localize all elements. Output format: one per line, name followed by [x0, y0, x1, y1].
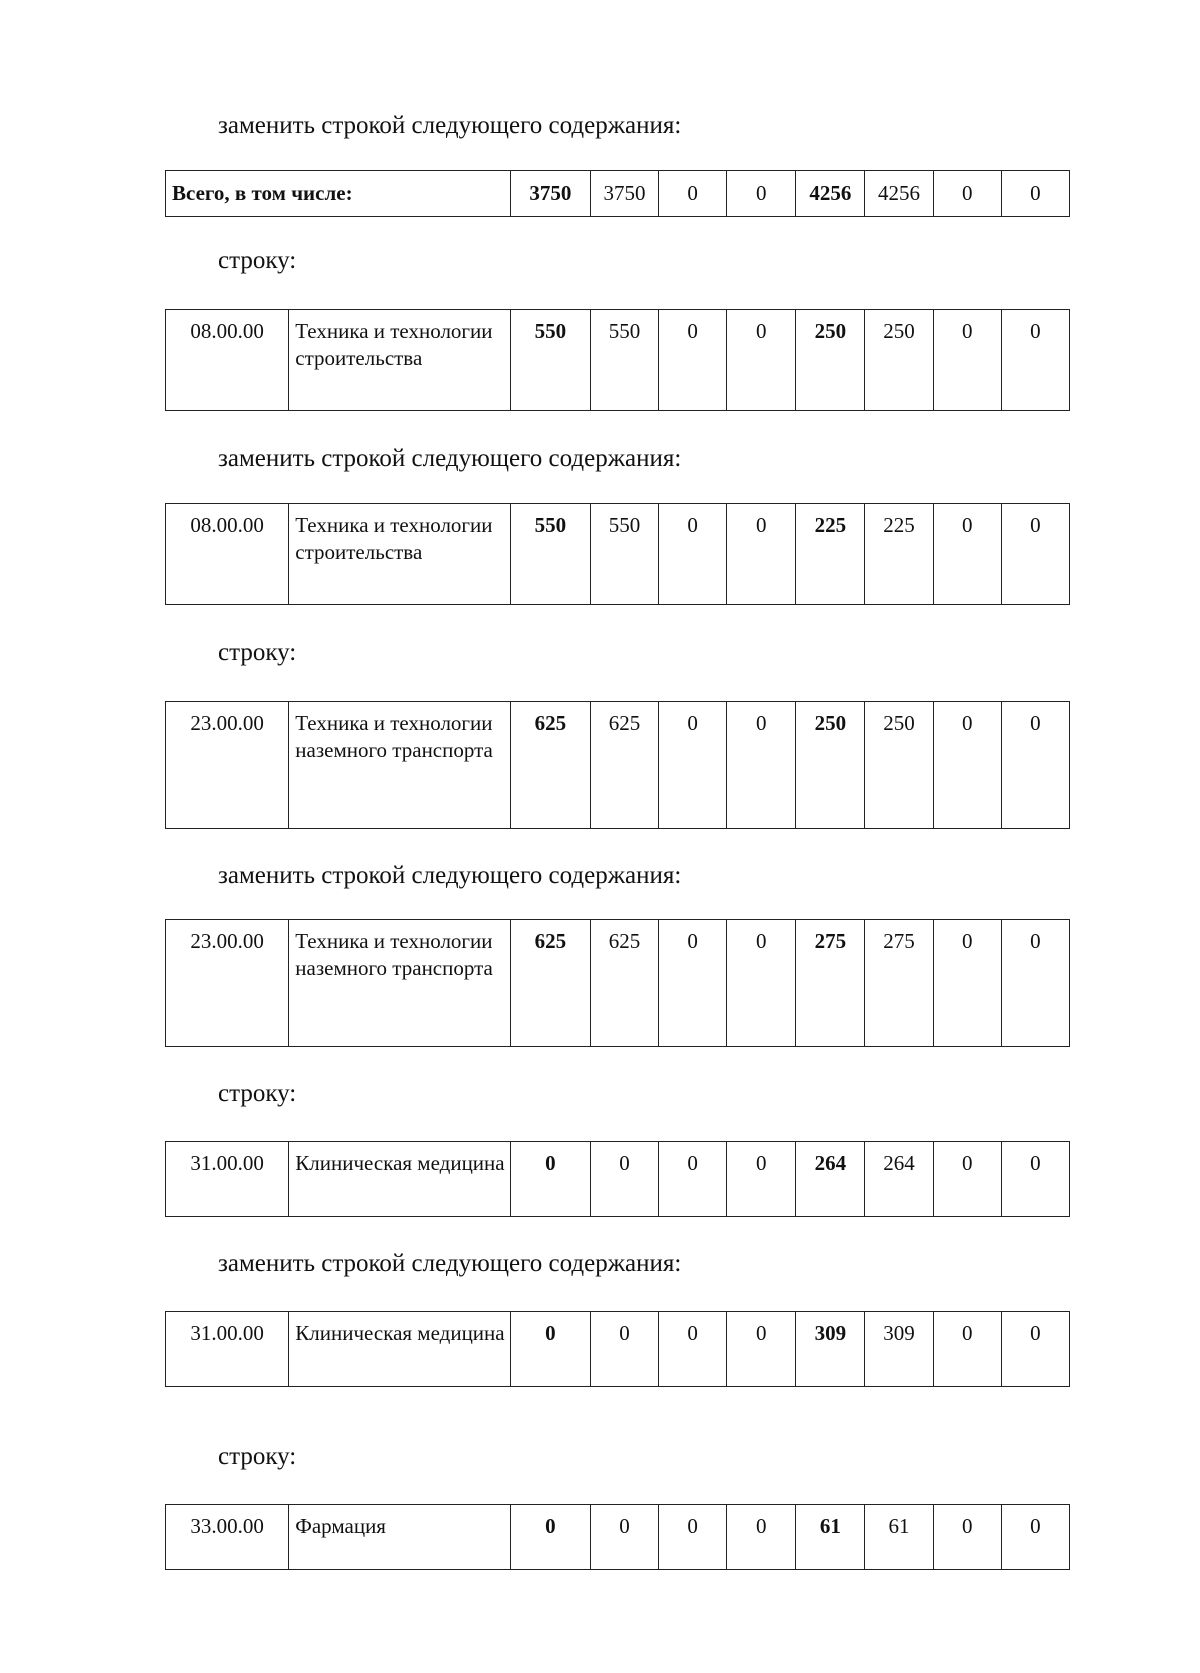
value-cell: 625 — [510, 920, 590, 1047]
value-cell: 0 — [1001, 171, 1069, 217]
value-cell: 0 — [727, 702, 796, 829]
value-cell: 61 — [796, 1505, 865, 1570]
value-cell: 225 — [796, 504, 865, 605]
value-cell: 0 — [659, 1505, 727, 1570]
value-cell: 625 — [590, 920, 658, 1047]
value-cell: 0 — [659, 702, 727, 829]
value-cell: 0 — [659, 1312, 727, 1387]
value-cell: 0 — [933, 1312, 1001, 1387]
value-cell: 0 — [933, 1142, 1001, 1217]
value-cell: 0 — [727, 171, 796, 217]
table-row — [165, 1311, 1070, 1387]
value-cell: 550 — [510, 310, 590, 411]
table-row — [165, 1141, 1070, 1217]
instruction-text: заменить строкой следующего содержания: — [218, 112, 682, 139]
value-cell: 0 — [1001, 1505, 1069, 1570]
value-cell: 0 — [727, 1142, 796, 1217]
value-cell: 0 — [510, 1312, 590, 1387]
instruction-text: заменить строкой следующего содержания: — [218, 862, 682, 889]
value-cell: 0 — [659, 920, 727, 1047]
value-cell: 0 — [1001, 920, 1069, 1047]
value-cell: 550 — [590, 310, 658, 411]
value-cell: 225 — [865, 504, 933, 605]
instruction-text: строку: — [218, 247, 297, 274]
code-cell: 31.00.00 — [166, 1312, 289, 1387]
value-cell: 0 — [590, 1142, 658, 1217]
value-cell: 264 — [796, 1142, 865, 1217]
table-row — [165, 701, 1070, 829]
value-cell: 0 — [727, 920, 796, 1047]
value-cell: 4256 — [865, 171, 933, 217]
name-cell: Клиническая медицина — [289, 1142, 510, 1217]
value-cell: 61 — [865, 1505, 933, 1570]
value-cell: 625 — [590, 702, 658, 829]
value-cell: 0 — [1001, 504, 1069, 605]
instruction-text: заменить строкой следующего содержания: — [218, 1250, 682, 1277]
value-cell: 0 — [727, 1312, 796, 1387]
total-label: Всего, в том числе: — [166, 171, 511, 217]
value-cell: 250 — [796, 310, 865, 411]
value-cell: 250 — [796, 702, 865, 829]
name-cell: Клиническая медицина — [289, 1312, 510, 1387]
value-cell: 625 — [510, 702, 590, 829]
value-cell: 0 — [727, 310, 796, 411]
value-cell: 0 — [659, 504, 727, 605]
value-cell: 0 — [659, 1142, 727, 1217]
value-cell: 309 — [796, 1312, 865, 1387]
value-cell: 550 — [510, 504, 590, 605]
value-cell: 4256 — [796, 171, 865, 217]
value-cell: 0 — [933, 310, 1001, 411]
value-cell: 3750 — [510, 171, 590, 217]
instruction-text: строку: — [218, 639, 297, 666]
value-cell: 0 — [933, 504, 1001, 605]
code-cell: 08.00.00 — [166, 504, 289, 605]
code-cell: 31.00.00 — [166, 1142, 289, 1217]
value-cell: 309 — [865, 1312, 933, 1387]
value-cell: 3750 — [590, 171, 658, 217]
value-cell: 275 — [796, 920, 865, 1047]
value-cell: 250 — [865, 310, 933, 411]
value-cell: 0 — [1001, 310, 1069, 411]
table-row — [165, 919, 1070, 1047]
value-cell: 0 — [933, 171, 1001, 217]
code-cell: 33.00.00 — [166, 1505, 289, 1570]
name-cell: Техника и технологии строительства — [289, 504, 510, 605]
code-cell: 08.00.00 — [166, 310, 289, 411]
table-row-total — [165, 170, 1070, 217]
value-cell: 550 — [590, 504, 658, 605]
value-cell: 0 — [510, 1505, 590, 1570]
value-cell: 0 — [933, 702, 1001, 829]
instruction-text: строку: — [218, 1080, 297, 1107]
value-cell: 0 — [1001, 1312, 1069, 1387]
name-cell: Техника и технологии наземного транспорта — [289, 702, 510, 829]
value-cell: 0 — [510, 1142, 590, 1217]
name-cell: Техника и технологии наземного транспорта — [289, 920, 510, 1047]
value-cell: 250 — [865, 702, 933, 829]
name-cell: Фармация — [289, 1505, 510, 1570]
value-cell: 275 — [865, 920, 933, 1047]
name-cell: Техника и технологии строительства — [289, 310, 510, 411]
table-row — [165, 309, 1070, 411]
instruction-text: заменить строкой следующего содержания: — [218, 445, 682, 472]
value-cell: 0 — [590, 1505, 658, 1570]
table-row — [165, 1504, 1070, 1570]
value-cell: 0 — [1001, 702, 1069, 829]
value-cell: 0 — [590, 1312, 658, 1387]
value-cell: 0 — [727, 1505, 796, 1570]
value-cell: 264 — [865, 1142, 933, 1217]
value-cell: 0 — [659, 310, 727, 411]
value-cell: 0 — [659, 171, 727, 217]
value-cell: 0 — [1001, 1142, 1069, 1217]
value-cell: 0 — [933, 920, 1001, 1047]
instruction-text: строку: — [218, 1443, 297, 1470]
value-cell: 0 — [727, 504, 796, 605]
code-cell: 23.00.00 — [166, 920, 289, 1047]
table-row — [165, 503, 1070, 605]
value-cell: 0 — [933, 1505, 1001, 1570]
code-cell: 23.00.00 — [166, 702, 289, 829]
